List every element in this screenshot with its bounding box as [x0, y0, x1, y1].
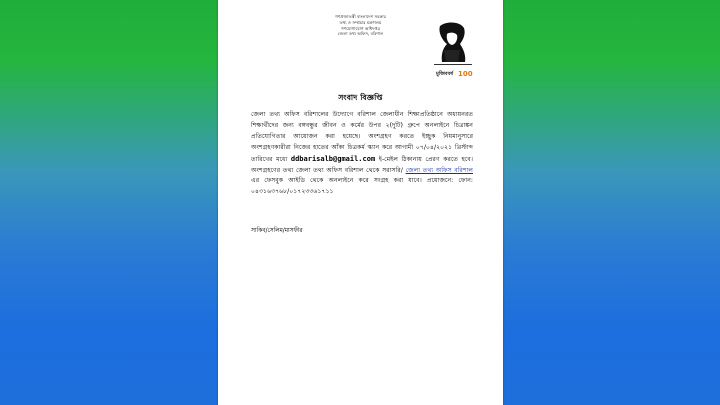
body-text-part1: জেলা তথ্য অফিস বরিশালের উদ্যোগে বরিশাল জেলাধীন শিক্ষাপ্রতিষ্ঠানে অধ্যয়নরত শিক্ষার্থীদের জন্য বঙ্গবন্ধুর জীবন ও কর্মের উপর ২(দুটি) গ্রুপে অনলাইনে চিত্রাঙ্কন প্রতিযোগিতার আয়োজন করা হয়েছে। অংশগ্রহণ করতে ইচ্ছুক নিয়মানুসারে অংশগ্রহণকারীরা নিজের হাতের আঁকা চিত্রকর্ম স্ক্যান করে আগামী ০৭/০৪/২০২১ খ্রিস্টাব্দ তারিখের মধ্যে: [251, 111, 473, 163]
document-body: [251, 110, 473, 198]
signature-line: সাকিব/সেলিম/মাসফীর: [251, 228, 303, 234]
svg-text:100: 100: [458, 70, 473, 78]
body-text-part3: এর ফেসবুক আইডি থেকে অনলাইনে করে সংগ্রহ করা যাবে। প্রয়োজনে: ফোন: ০৪৩১৬৩৭৬৮/০১৭২৩৩৬১৭১১: [251, 177, 473, 196]
email-address[interactable]: ddbarisalb@gmail.com: [290, 154, 376, 163]
header-line-ministry: তথ্য ও সম্প্রচার মন্ত্রণালয়: [339, 19, 382, 25]
header-line-office: জেলা তথ্য অফিস, বরিশাল: [337, 31, 384, 37]
svg-text:মুজিববর্ষ: মুজিববর্ষ: [436, 71, 454, 77]
document-title: সংবাদ বিজ্ঞপ্তি: [338, 93, 383, 102]
header-line-department: গণযোগাযোগ অধিদপ্তর: [340, 25, 381, 31]
body-text-part2: ই-মেইল ঠিকানায় প্রেরণ করতে হবে। অংশগ্রহণের তথ্য জেলা তথ্য অফিস বরিশাল থেকে সরাসরি/: [251, 155, 474, 174]
mujib-borsho-logo: [430, 20, 476, 82]
header-line-government: গণপ্রজাতন্ত্রী বাংলাদেশ সরকার: [335, 14, 386, 19]
document-page: [218, 0, 503, 405]
office-link[interactable]: জেলা তথ্য অফিস বরিশাল: [405, 166, 474, 174]
